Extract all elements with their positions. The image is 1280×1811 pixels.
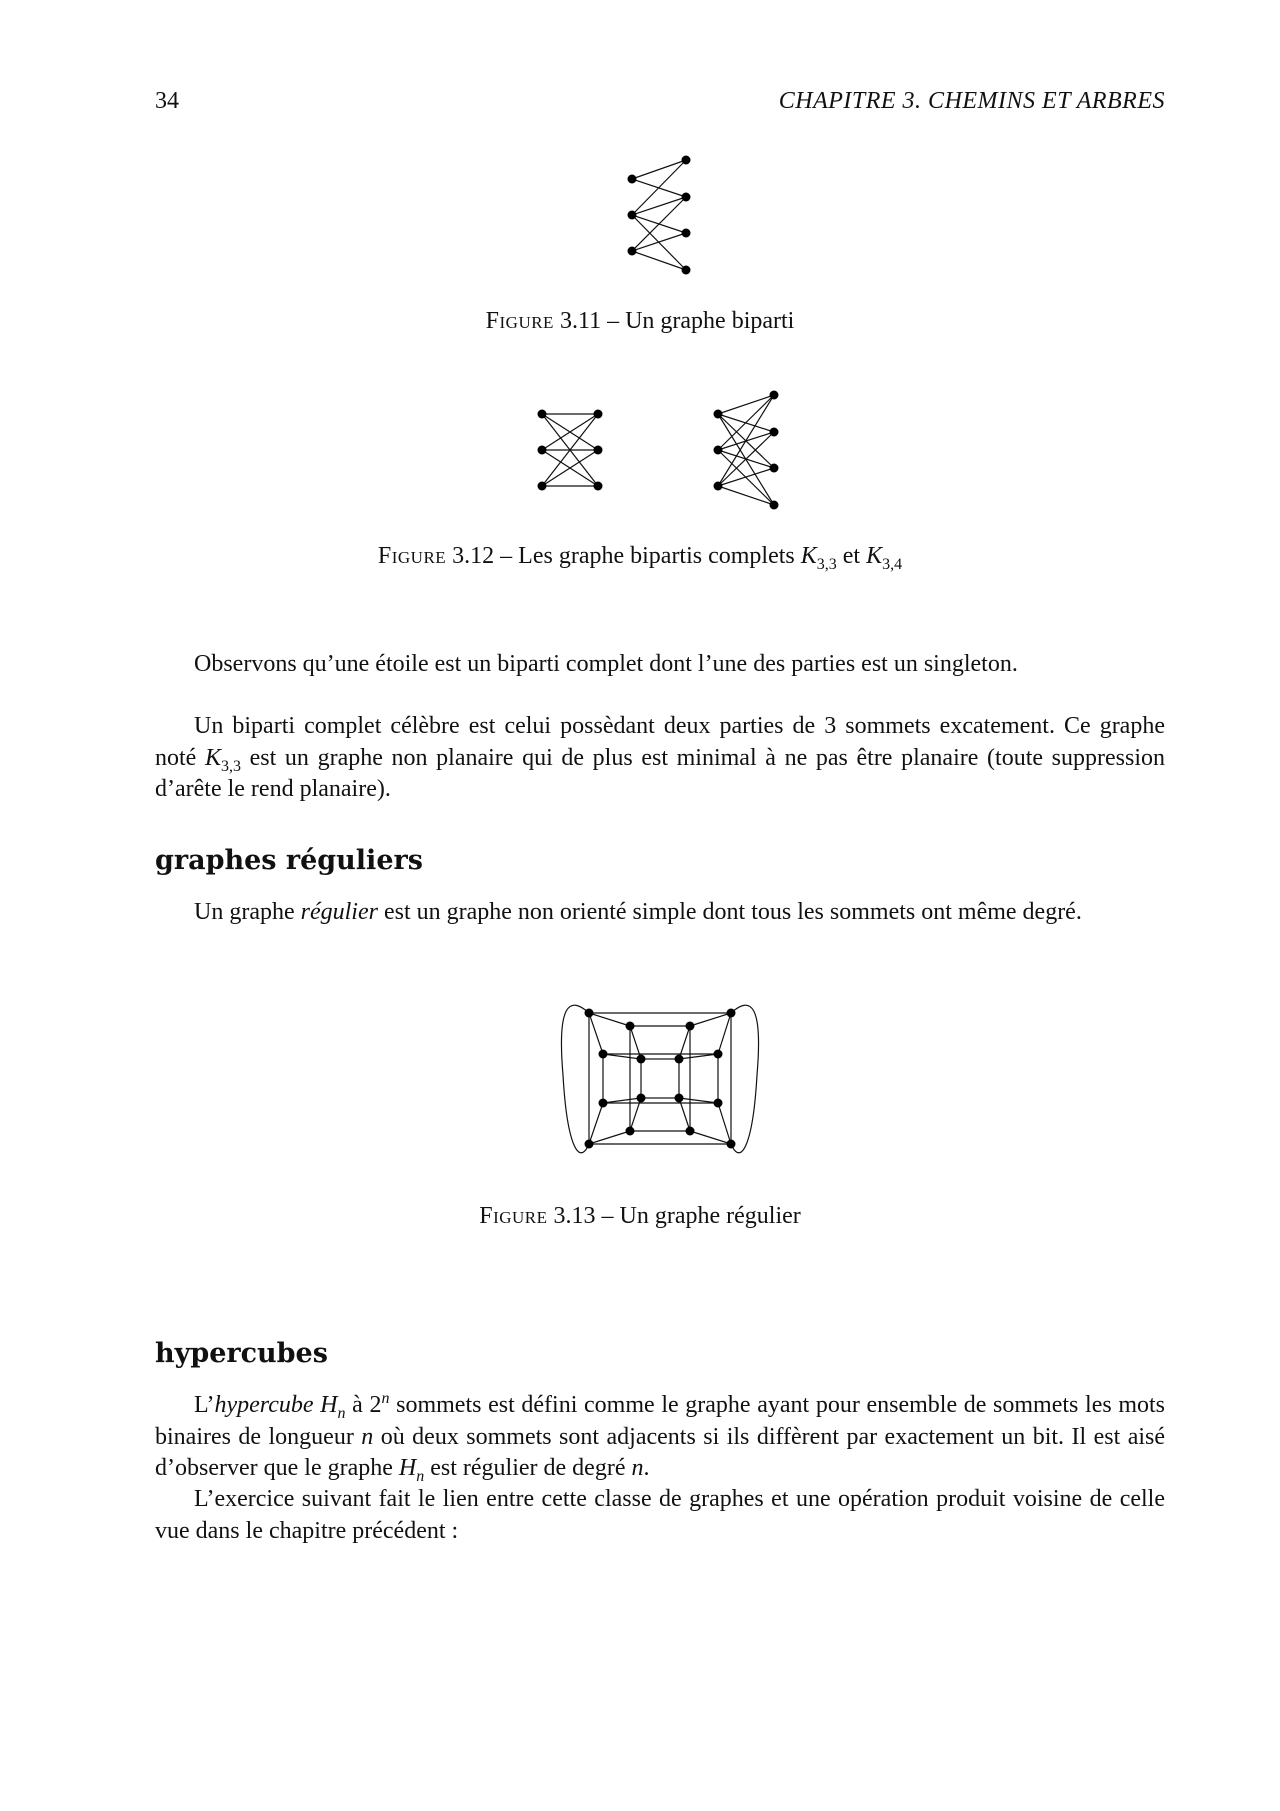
figure-3-13-graph <box>565 985 755 1170</box>
regular-graph-edges <box>561 1005 758 1153</box>
graph-edge <box>632 251 686 270</box>
figure-3-11-vertices <box>628 156 691 275</box>
k34-edges <box>718 395 774 505</box>
figure-3-12-k34-graph <box>706 383 786 513</box>
graph-vertex <box>594 446 603 455</box>
graph-vertex <box>626 1022 635 1031</box>
heading-hypercubes: hypercubes <box>155 1338 328 1369</box>
regular-graph-vertices <box>585 1009 736 1149</box>
graph-vertex <box>594 482 603 491</box>
graph-vertex <box>538 482 547 491</box>
paragraph-hypercube: L’hypercube $H_n$ à 2$^n$ sommets est défini comme le graphe ayant pour ensemble de sommets les mots binaires de longueur n où deux sommets sont adjacents si ils diffèrent par exactement un bit. Il est aisé d’observer que le graphe $H_n$ est régulier de degré n. <box>155 1390 1166 1485</box>
chapter-title: CHAPITRE 3. CHEMINS ET ARBRES <box>778 88 1165 114</box>
figure-3-12-k33-graph <box>530 400 610 500</box>
graph-vertex <box>714 482 723 491</box>
graph-vertex <box>628 175 637 184</box>
graph-vertex <box>628 211 637 220</box>
paragraph-regular: Un graphe régulier est un graphe non orienté simple dont tous les sommets ont même degré. <box>194 899 1082 925</box>
graph-vertex <box>682 156 691 165</box>
graph-edge <box>632 233 686 251</box>
figure-3-11-edges <box>632 160 686 270</box>
graph-vertex <box>682 229 691 238</box>
paragraph-exercise-intro: L’exercice suivant fait le lien entre cette classe de graphes et une opération produit voisine de celle vue dans le chapitre précédent : <box>155 1486 1165 1544</box>
graph-vertex <box>599 1099 608 1108</box>
running-head <box>155 88 1165 122</box>
graph-vertex <box>637 1055 646 1064</box>
figure-3-11-graph <box>620 150 700 280</box>
graph-vertex <box>626 1127 635 1136</box>
graph-vertex <box>594 410 603 419</box>
graph-vertex <box>770 428 779 437</box>
graph-vertex <box>682 266 691 275</box>
graph-vertex <box>770 391 779 400</box>
graph-vertex <box>585 1009 594 1018</box>
graph-vertex <box>770 464 779 473</box>
graph-vertex <box>727 1140 736 1149</box>
graph-vertex <box>538 410 547 419</box>
graph-vertex <box>714 1099 723 1108</box>
graph-vertex <box>538 446 547 455</box>
graph-vertex <box>628 247 637 256</box>
graph-vertex <box>714 446 723 455</box>
graph-vertex <box>675 1055 684 1064</box>
page-number: 34 <box>155 88 179 114</box>
graph-vertex <box>585 1140 594 1149</box>
figure-3-11-caption: Figure 3.11 – Un graphe biparti <box>485 308 795 334</box>
graph-vertex <box>686 1022 695 1031</box>
graph-vertex <box>714 1050 723 1059</box>
graph-vertex <box>714 410 723 419</box>
graph-vertex <box>675 1094 684 1103</box>
graph-vertex <box>727 1009 736 1018</box>
paragraph-star: Observons qu’une étoile est un biparti complet dont l’une des parties est un singleton. <box>194 651 1018 677</box>
graph-vertex <box>637 1094 646 1103</box>
graph-vertex <box>599 1050 608 1059</box>
k34-vertices <box>714 391 779 510</box>
graph-vertex <box>682 193 691 202</box>
figure-3-12-caption: Figure 3.12 – Les graphe bipartis complets $K_{3,3}$ et $K_{3,4}$ <box>377 543 903 573</box>
figure-3-13-caption: Figure 3.13 – Un graphe régulier <box>479 1203 801 1229</box>
graph-vertex <box>770 501 779 510</box>
graph-edge <box>632 160 686 215</box>
graph-edge <box>632 160 686 179</box>
heading-regular-graphs: graphes réguliers <box>155 845 423 876</box>
graph-vertex <box>686 1127 695 1136</box>
k33-edges <box>542 414 598 486</box>
paragraph-k33: Un biparti complet célèbre est celui possèdant deux parties de 3 sommets excatement. Ce graphe noté $K_{3,3}$ est un graphe non planaire qui de plus est minimal à ne pas être planaire (toute suppression d’arête le rend planaire). <box>155 713 1165 802</box>
